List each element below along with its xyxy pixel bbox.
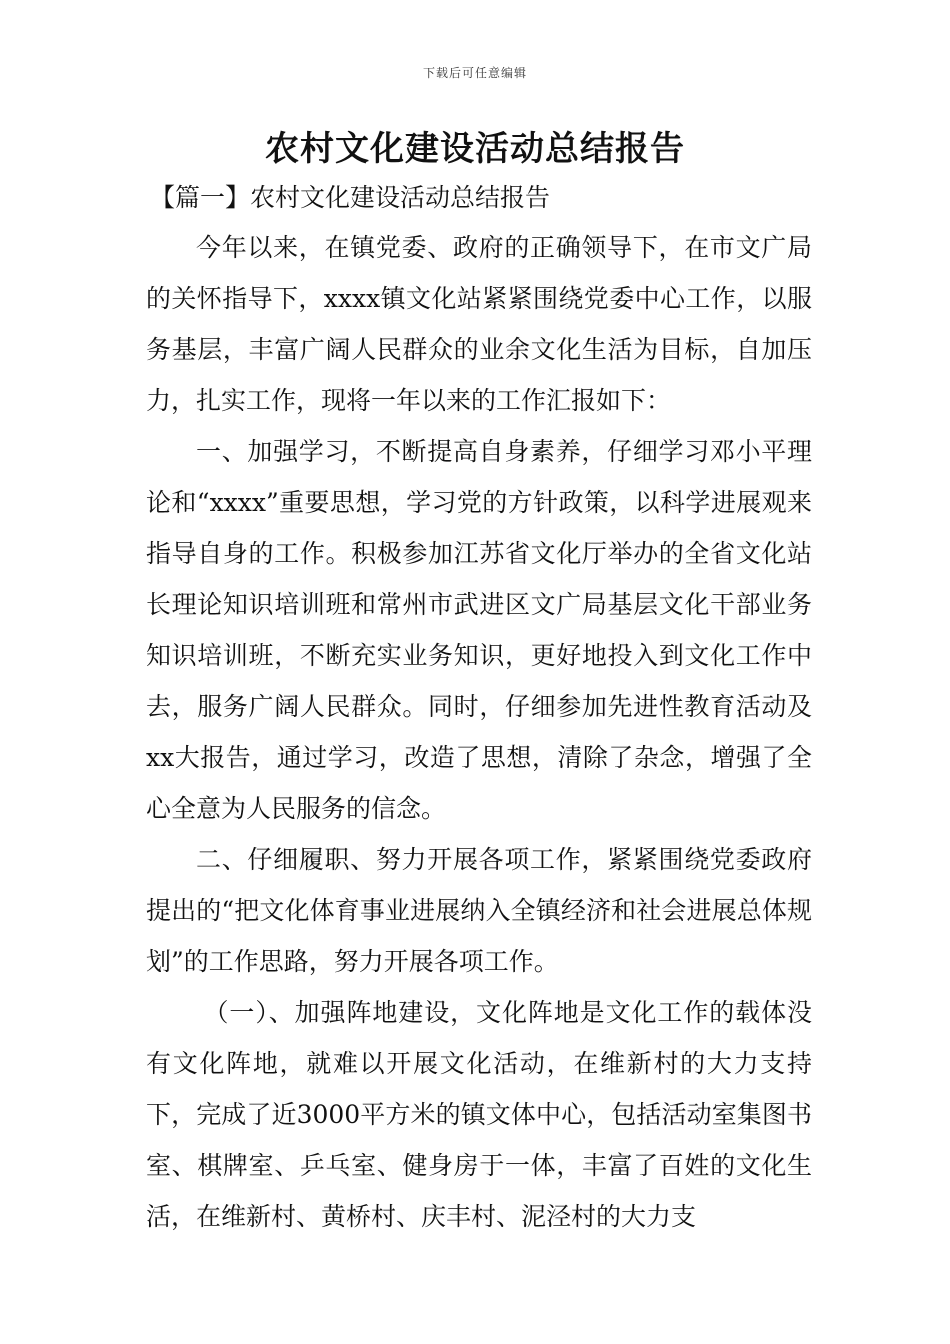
section-heading: 【篇一】农村文化建设活动总结报告 [150,183,551,212]
paragraph-study: 一、加强学习，不断提高自身素养，仔细学习邓小平理论和“xxxx”重要思想，学习党的方针政策，以科学进展观来指导自身的工作。积极参加江苏省文化厅举办的全省文化站长理论知识培训班和常州市武进区文广局基层文化干部业务知识培训班，不断充实业务知识，更好地投入到文化工作中去，服务广阔人民群众。同时，仔细参加先进性教育活动及xx大报告，通过学习，改造了思想，清除了杂念，增强了全心全意为人民服务的信念。 [146,437,812,823]
paragraph-facilities: （一）、加强阵地建设，文化阵地是文化工作的载体没有文化阵地，就难以开展文化活动，在维新村的大力支持下，完成了近3000平方米的镇文体中心，包括活动室集图书室、棋牌室、乒乓室、健身房于一体，丰富了百姓的文化生活，在维新村、黄桥村、庆丰村、泥泾村的大力支 [146,998,812,1231]
paragraph-intro: 今年以来，在镇党委、政府的正确领导下，在市文广局的关怀指导下，xxxx镇文化站紧紧围绕党委中心工作，以服务基层，丰富广阔人民群众的业余文化生活为目标，自加压力，扎实工作，现将一年以来的工作汇报如下： [146,233,812,415]
header-note: 下载后可任意编辑 [422,66,527,80]
document-body [146,222,812,1242]
paragraph-duties: 二、仔细履职、努力开展各项工作，紧紧围绕党委政府提出的“把文化体育事业进展纳入全镇经济和社会进展总体规划”的工作思路，努力开展各项工作。 [146,845,812,976]
page-title: 农村文化建设活动总结报告 [265,129,685,169]
